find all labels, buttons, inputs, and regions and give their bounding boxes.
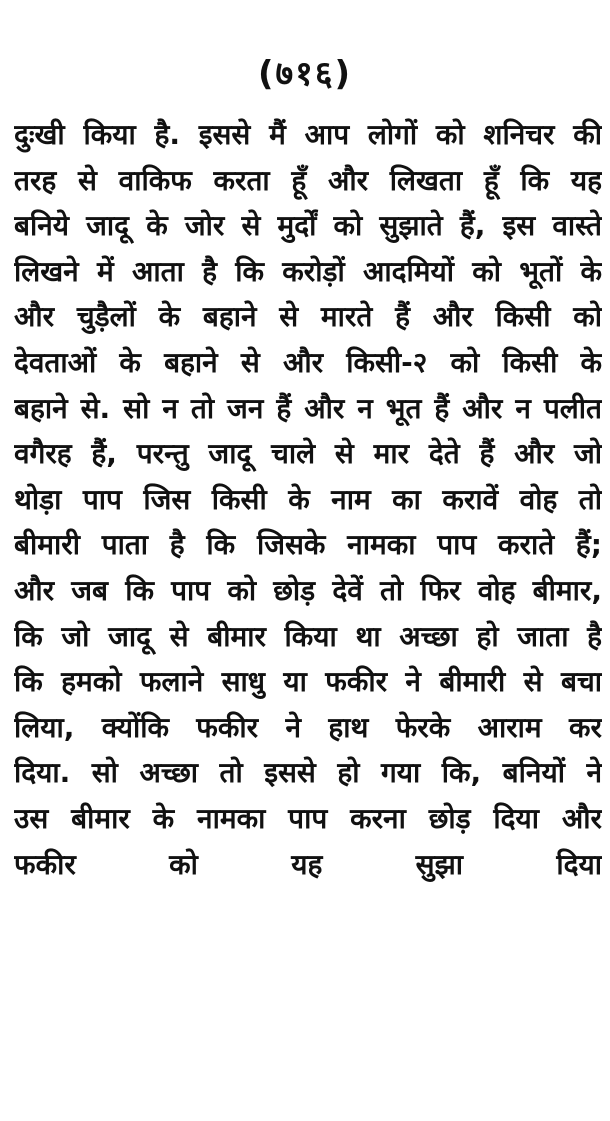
text-line: कि जो जादू से बीमार किया था अच्छा हो जाता है [14,619,602,653]
text-line: फकीर को यह सुझा दिया [14,847,602,881]
text-line: बहाने से. सो न तो जन हैं और न भूत हैं और न पलीत [14,391,602,425]
text-line: और जब कि पाप को छोड़ देवें तो फिर वोह बीमार, [14,573,602,607]
body-text [14,112,602,887]
text-line: देवताओं के बहाने से और किसी-२ को किसी के [14,345,602,379]
text-line: थोड़ा पाप जिस किसी के नाम का करावें वोह तो [14,482,602,516]
page-number: (७१६) [257,54,353,94]
text-line: उस बीमार के नामका पाप करना छोड़ दिया और [14,801,602,835]
text-line: बीमारी पाता है कि जिसके नामका पाप कराते हैं; [14,528,602,562]
text-line: बनिये जादू के जोर से मुर्दों को सुझाते हैं, इस वास्ते [14,209,602,243]
text-line: दुःखी किया है. इससे मैं आप लोगों को शनिचर की [14,118,602,151]
text-line: तरह से वाकिफ करता हूँ और लिखता हूँ कि यह [14,163,602,197]
text-line: कि हमको फलाने साधु या फकीर ने बीमारी से बचा [14,665,602,699]
text-line: लिखने में आता है कि करोड़ों आदमियों को भूतों के [14,254,602,288]
text-line: लिया, क्योंकि फकीर ने हाथ फेरके आराम कर [14,710,602,744]
text-line: दिया. सो अच्छा तो इससे हो गया कि, बनियों ने [14,756,602,790]
text-line: और चुड़ैलों के बहाने से मारते हैं और किसी को [14,300,602,334]
text-line: वगैरह हैं, परन्तु जादू चाले से मार देते हैं और जो [14,437,602,471]
